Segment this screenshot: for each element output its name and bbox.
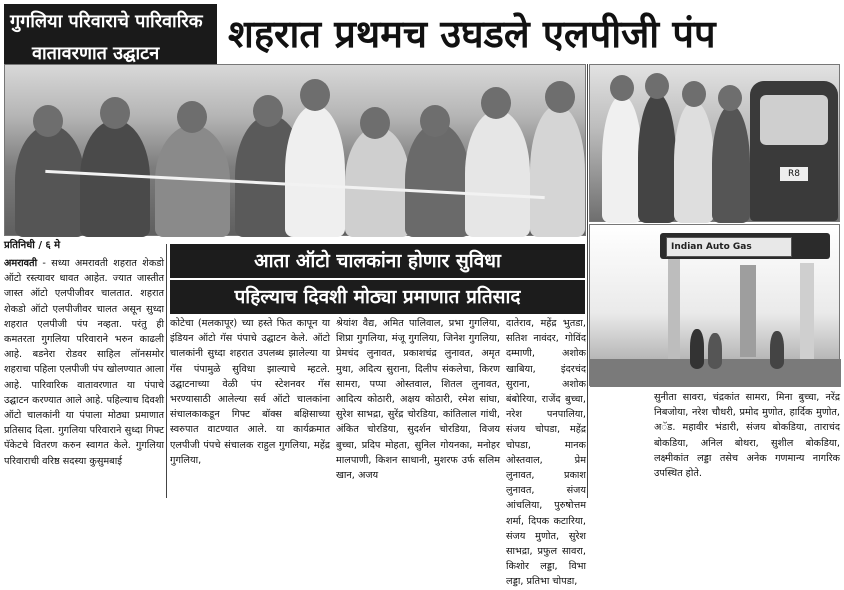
dateline-author: प्रतिनिधी: [4, 240, 35, 251]
article-column-3: [336, 316, 500, 496]
column-5-text: सुनीता सावरा, चंद्रकांत सामरा, मिना बुच्चा, नरेंद्र निबजोया, नरेश चौधरी, प्रमोद मुणोत, हार्दिक मुणोत, अॅड. महावीर भंडारी, संजय बोकडिया, ताराचंद बोकडिया, अनिल बोथरा, सुशील बोकडिया, लक्ष्मीकांत लड्डा तसेच अनेक गणमान्य नागरिक उपस्थित होते.: [654, 392, 840, 480]
photo-ribbon-cutting: [4, 64, 586, 236]
column-1-text: - सध्या अमरावती शहरात शेकडो ऑटो रस्त्यावर धावत आहेत. ज्यात जास्तीत जास्त ऑटो एलपीजीवर चालतात. शहरात शेकडो ऑटो एलपीजीवर चालत असून सुध्दा शहरात एलपीजी पंप नव्हता. परंतु ही कमतरता गुगलिया परिवाराने भरुन काढली आहे. बडनेरा रोडवर साहिल लॉनसमोर शहराचा पहिला एलपीजी पंप खोलण्यात आला आहे. पारिवारिक वातावरणात या पंपाचे उद्घाटन करण्यात आले आहे. पहिल्याच दिवशी ऑटो चालकांनी या पंपाला मोठ्या प्रमाणात प्रतिसाद दिला. गुगलिया परिवाराने सुध्दा गिफ्ट पॅकेटचे वितरण करुन स्वागत केले. गुगलिया परिवाराची वरिष्ठ सदस्या कुसुमबाई: [4, 258, 164, 467]
photo-pump-station: [589, 224, 840, 386]
column-1-lead: अमरावती: [4, 258, 38, 269]
pump-canopy-sign: [666, 237, 792, 257]
subhead-2: पहिल्याच दिवशी मोठ्या प्रमाणात प्रतिसाद: [170, 280, 585, 314]
kicker-line-2: वातावरणात उद्घाटन: [32, 43, 160, 64]
column-rule: [166, 244, 167, 498]
article-column-2: [170, 316, 330, 496]
photo-auto-rickshaw: [589, 64, 840, 222]
headline: शहरात प्रथमच उघडले एलपीजी पंप: [228, 12, 716, 56]
article-column-1: [4, 256, 164, 496]
article-column-4: [506, 316, 586, 588]
indian-auto-gas-label: Indian Auto Gas: [671, 242, 752, 252]
kicker-line-1: गुगलिया परिवाराचे पारिवारिक: [10, 11, 203, 32]
column-2-text: कोटेचा (मलकापूर) च्या हस्ते फित कापून या इंडियन ऑटो गॅस पंपाचे उद्घाटन केले. ऑटो चालकांनी सुध्दा शहरात उपलब्ध झालेल्या या गॅस पंपामुळे सुविधा झाल्याचे म्हटले. उद्घाटनाच्या वेळी पंप स्टेशनवर गॅस भरण्यासाठी आलेल्या सर्व ऑटो चालकांना संचालकाकडून गिफ्ट बॉक्स बक्षिसाच्या स्वरुपात वाटण्यात आले. या कार्यक्रमात एलपीजी पंपचे संचालक राहुल गुगलिया, महेंद्र गुगलिया,: [170, 318, 330, 466]
auto-plate: R8: [780, 167, 808, 181]
column-3-text: श्रेयांश वैद्य, अमित पालिवाल, प्रभा गुगलिया, शिप्रा गुगलिया, मंजू गुगलिया, जिनेश गुगलिया, प्रेमचंद लुनावत, प्रकाशचंद्र लुनावत, अमृत मुथा, अदित्य सुराना, दिलीप संकलेचा, किरण सामरा, पप्पा ओस्तवाल, शितल लुनावत, आदित्य कोठारी, अक्षय कोठारी, रमेश सांघा, सुरेश साभद्रा, सुरेंद्र चोरडिया, कांतिलाल गांधी, अंकित चोरडिया, सुदर्शन चोरडिया, विजय बुच्चा, प्रदिप मोहता, सुनिल गोयनका, मनोहर मालपाणी, किशन साधानी, मुशरफ उर्फ सलिम खान, अजय: [336, 318, 500, 482]
subhead-1: आता ऑटो चालकांना होणार सुविधा: [170, 244, 585, 278]
column-4-text: दातेराव, महेंद्र भुतडा, सतिश नावंदर, गोविंद दम्माणी, अशोक खाबिया, इंदरचंद सुराना, अशोक बंबोरिया, राजेंद बुच्चा, नरेश पनपालिया, संजय चोपडा, महेंद्र चोपडा, मानक ओस्तवाल, प्रेम लुनावत, प्रकाश लुनावत, संजय आंचलिया, पुरुषोत्तम शर्मा, दिपक कटारिया, संजय मुणोत, सुरेश साभद्रा, प्रफुल सावरा, किशोर लड्डा, विभा लड्डा, प्रतिभा चोपडा,: [506, 318, 586, 588]
column-rule: [587, 64, 588, 498]
article-column-5: [654, 390, 840, 496]
dateline-date: / ६ मे: [38, 240, 61, 251]
dateline: [4, 239, 164, 253]
